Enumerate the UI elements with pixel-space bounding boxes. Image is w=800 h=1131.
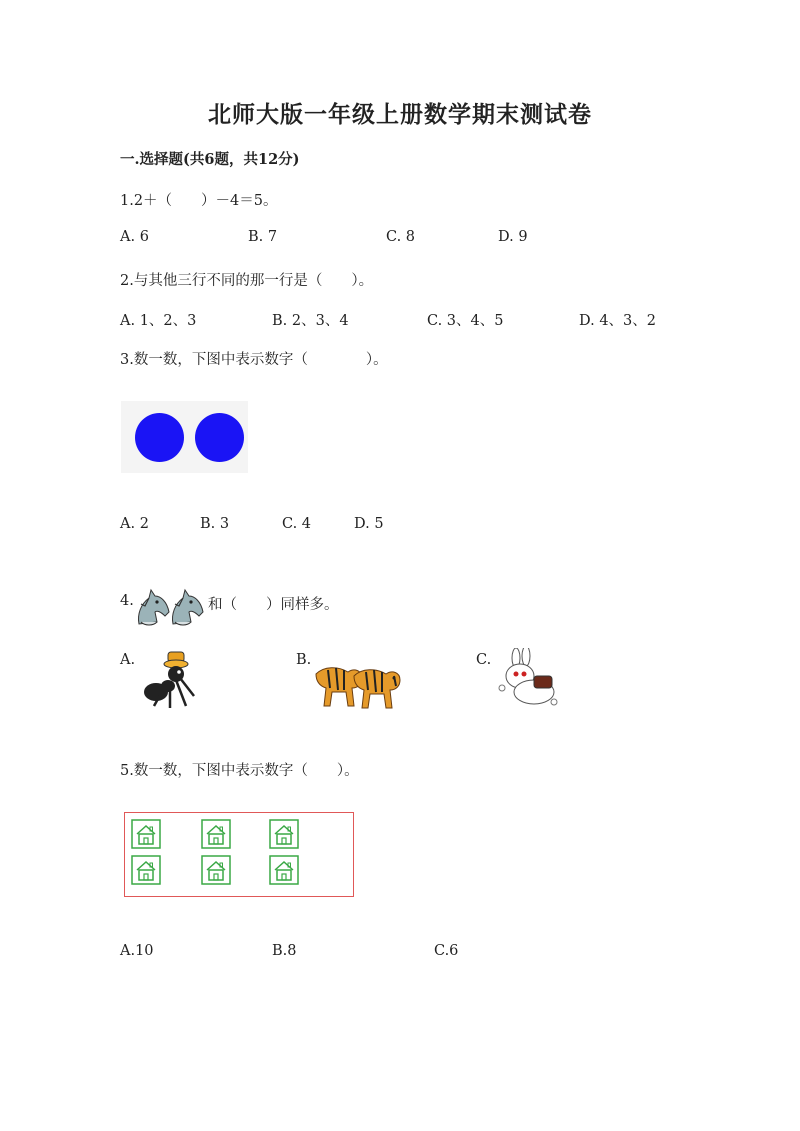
tiger-icon <box>354 670 400 708</box>
house-icon <box>269 855 299 885</box>
page-title: 北师大版一年级上册数学期末测试卷 <box>208 101 592 128</box>
question-4-option-b[interactable]: B. <box>296 652 312 668</box>
tiger-icon <box>316 668 362 706</box>
question-2-stem: 2.与其他三行不同的那一行是（ ）。 <box>120 273 374 289</box>
question-3-option-b[interactable]: B. 3 <box>200 516 230 532</box>
houses-figure <box>124 812 354 897</box>
circles-figure <box>121 401 248 473</box>
question-3-option-d[interactable]: D. 5 <box>354 516 384 532</box>
two-horses-picture <box>135 586 207 628</box>
question-5-option-c[interactable]: C.6 <box>434 943 459 959</box>
house-icon <box>131 819 161 849</box>
question-3-stem: 3.数一数，下图中表示数字（ ）。 <box>120 352 388 368</box>
question-2-option-a[interactable]: A. 1、2、3 <box>120 313 197 329</box>
question-2-option-c[interactable]: C. 3、4、5 <box>427 313 504 329</box>
question-3-option-a[interactable]: A. 2 <box>120 516 149 532</box>
question-4-option-a[interactable]: A. <box>120 652 136 668</box>
two-tigers-picture[interactable] <box>314 654 402 710</box>
question-5-option-a[interactable]: A.10 <box>120 943 154 959</box>
question-2-option-b[interactable]: B. 2、3、4 <box>272 313 349 329</box>
question-5-stem: 5.数一数，下图中表示数字（ ）。 <box>120 763 359 779</box>
section-heading: 一.选择题(共6题，共12分) <box>120 151 300 168</box>
question-1-option-c[interactable]: C. 8 <box>386 229 416 245</box>
house-icon <box>201 819 231 849</box>
question-3-option-c[interactable]: C. 4 <box>282 516 312 532</box>
rabbit-icon[interactable] <box>494 648 562 708</box>
house-icon <box>201 855 231 885</box>
question-5-option-b[interactable]: B.8 <box>272 943 297 959</box>
house-icon <box>131 855 161 885</box>
house-icon <box>269 819 299 849</box>
horse-icon <box>138 590 169 625</box>
question-2-option-d[interactable]: D. 4、3、2 <box>579 313 657 329</box>
question-4-option-c[interactable]: C. <box>476 652 492 668</box>
question-4-stem-prefix: 4. <box>120 593 134 609</box>
question-1-stem: 1.2＋（ ）－4＝5。 <box>120 193 278 209</box>
question-1-option-d[interactable]: D. 9 <box>498 229 528 245</box>
question-1-option-b[interactable]: B. 7 <box>248 229 278 245</box>
blue-circle <box>195 413 244 462</box>
question-1-option-a[interactable]: A. 6 <box>120 229 149 245</box>
question-4-stem-suffix: 和（ ）同样多。 <box>208 597 339 613</box>
ant-icon[interactable] <box>140 650 206 712</box>
horse-icon <box>172 590 203 625</box>
blue-circle <box>135 413 184 462</box>
